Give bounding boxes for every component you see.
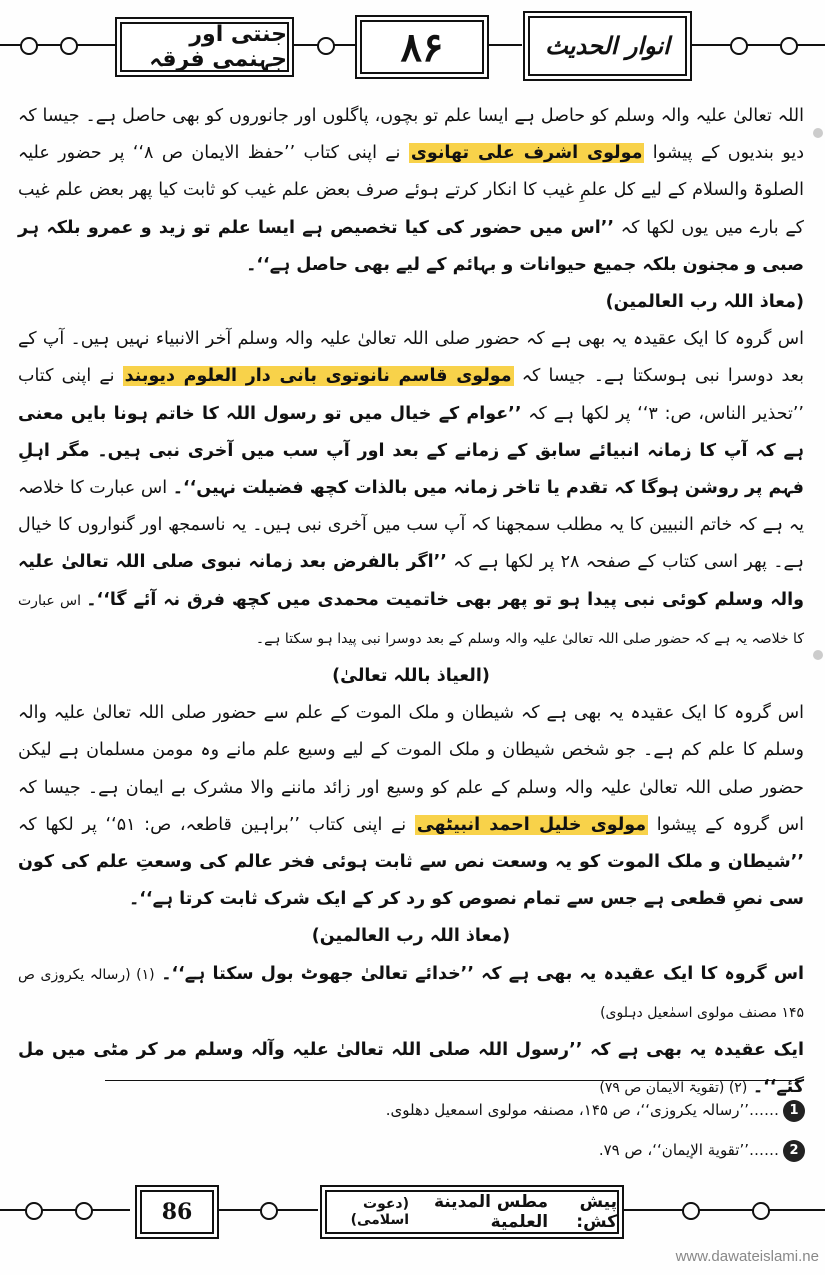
publisher-label: پیش کش: — [576, 1192, 617, 1232]
paragraph-1 — [18, 98, 804, 284]
highlight-khalil-ahmad: مولوی خلیل احمد انبیٹھی — [416, 814, 647, 835]
chapter-title: جنتی اور جہنمی فرقہ — [120, 22, 289, 72]
header-ornament-mid2 — [486, 34, 522, 56]
p2-text-post2: اس عبارت کا خلاصہ یہ ہے کہ حضور صلی اللہ تعالیٰ علیہ والہ وسلم کے بعد دوسرا نبی پیدا ہو سکتا ہے۔ — [18, 592, 804, 647]
header-ornament-left — [0, 34, 115, 56]
body-text — [18, 98, 804, 1107]
header-ornament-right — [690, 34, 825, 56]
footnote-1-text: ……’’رسالہ یکروزی‘‘، ص ۱۴۵، مصنفہ مولوی اسمعیل دهلوی. — [385, 1101, 779, 1119]
p4-text: اس گروہ کا ایک عقیدہ یہ بھی ہے کہ ’’خدائے تعالیٰ جھوٹ بول سکتا ہے‘‘۔ — [161, 963, 804, 984]
p1-text-mid: نے اپنی کتاب ’’حفظ الایمان ص ۸‘‘ پر حضور علیہ الصلوۃ والسلام کے لیے کل علمِ غیب کا انکار کرتے ہوئے صرف بعض علم غیب کو ثابت کیا پھر بعض علم غیب کے بارے میں یوں لکھا کہ — [18, 143, 804, 238]
header-page-number: ۸۶ — [360, 20, 484, 74]
p3-quote: ’’شیطان و ملک الموت کو یہ وسعت نص سے ثابت ہوئی فخر عالم کی وسعتِ علم کی کون سی نصِ قطعی ہے جس سے تمام نصوص کو رد کر کے ایک شرک ثابت کرتا ہے‘‘۔ — [18, 852, 804, 910]
p2-end: (العیاذ باللہ تعالیٰ) — [332, 666, 490, 687]
p1-quote: ’’اس میں حضور کی کیا تخصیص ہے ایسا علم تو زید و عمرو بلکہ ہر صبی و مجنون بلکہ جمیع حیوانات و بہائم کے لیے بھی حاصل ہے‘‘۔ — [18, 217, 804, 275]
footnote-2-number: 2 — [783, 1140, 805, 1162]
publisher-name: مطس المدینة العلمیة — [433, 1192, 549, 1232]
footer-ornament-mid — [218, 1199, 318, 1221]
paragraph-4 — [18, 956, 804, 1032]
highlight-qasim-nanotvi: مولوی قاسم نانوتوی بانی دار العلوم دیوبند — [124, 366, 512, 387]
margin-dot-bottom — [813, 650, 823, 660]
publisher-sub: (دعوت اسلامی) — [350, 1196, 410, 1228]
footer-ornament-right — [622, 1199, 825, 1221]
p2-text-post: اس عبارت کا خلاصہ یہ ہے کہ خاتم النبیین کا یہ مطلب سمجھنا کہ آپ سب میں آخری نبی ہیں۔ یہ ناسمجھ اور گنواروں کا خیال ہے۔ پھر اسی کتاب کے صفحہ ۲۸ پر لکھا ہے کہ — [18, 478, 804, 573]
p2-text-mid: نے اپنی کتاب ’’تحذیر الناس، ص: ۳‘‘ پر لکھا ہے کہ — [18, 366, 804, 424]
footer-page-number: 86 — [140, 1190, 214, 1234]
header-ornament-mid1 — [293, 34, 355, 56]
footer-ornament-left — [0, 1199, 130, 1221]
p3-end: (معاذ اللہ رب العالمین) — [311, 926, 511, 947]
margin-dot-top — [813, 128, 823, 138]
book-title: انوار الحدیث — [528, 16, 687, 76]
p4-ref: (۱) (رسالہ یکروزی ص ۱۴۵ مصنف مولوی اسمٰعیل دہلوی) — [18, 966, 804, 1021]
highlight-ashraf-ali: مولوی اشرف علی تھانوی — [410, 143, 643, 164]
p3-text-mid: نے اپنی کتاب ’’براہین قاطعہ، ص: ۵۱‘‘ پر لکھا کہ — [18, 814, 415, 835]
p5-ref: (۲) (تقویۃ الایمان ص ۷۹) — [599, 1080, 748, 1097]
p2-text: اس گروہ کا ایک عقیدہ یہ بھی ہے کہ حضور صلی اللہ تعالیٰ علیہ والہ وسلم آخر الانبیاء نہیں ہیں۔ آپ کے بعد دوسرا نبی ہوسکتا ہے۔ جیسا کہ — [18, 329, 804, 387]
p1-end: (معاذ اللہ رب العالمین) — [605, 292, 804, 313]
p2-quote2: ’’اگر بالفرض بعد زمانہ نبوی صلی اللہ تعالیٰ علیہ والہ وسلم کوئی نبی پیدا ہو تو پھر بھی خاتمیت محمدی میں کچھ فرق نہ آئے گا‘‘۔ — [18, 552, 804, 610]
p1-text: اللہ تعالیٰ علیہ والہ وسلم کو حاصل ہے ایسا علم تو بچوں، پاگلوں اور جانوروں کو بھی حاصل ہے۔ جیسا کہ دیو بندیوں کے پیشوا — [18, 106, 804, 164]
footnote-divider — [105, 1080, 800, 1081]
p5-text: ایک عقیدہ یہ بھی ہے کہ ’’رسول اللہ صلی اللہ تعالیٰ علیہ وآلہ وسلم مر کر مٹی میں مل گئے‘‘۔ — [18, 1040, 804, 1098]
footnote-1 — [105, 1096, 805, 1124]
publisher-box — [325, 1190, 619, 1234]
p2-quote: ’’عوام کے خیال میں تو رسول اللہ کا خاتم ہونا بایں معنی ہے کہ آپ کا زمانہ انبیائے سابق کے زمانے کے بعد اور آپ سب میں آخری نبی ہیں۔ مگر اہلِ فہم پر روشن ہوگا کہ تقدم یا تاخر زمانہ میں بالذات کچھ فضیلت نہیں‘‘۔ — [18, 403, 804, 499]
footnote-1-number: 1 — [783, 1100, 805, 1122]
website-watermark[interactable]: www.dawateislami.ne — [675, 1248, 819, 1265]
paragraph-3 — [18, 695, 804, 918]
footnote-2 — [105, 1136, 805, 1164]
paragraph-2 — [18, 321, 804, 658]
footnote-2-text: ……’’تقویة الإیمان‘‘، ص ۷۹. — [598, 1141, 779, 1159]
p3-text: اس گروہ کا ایک عقیدہ یہ بھی ہے کہ شیطان و ملک الموت کے علم سے حضور صلی اللہ تعالیٰ علیہ والہ وسلم کا علم کم ہے۔ جو شخص شیطان و ملک الموت کے لیے وسیع علم مانے وہ مومن مسلمان ہے لیکن حضور صلی اللہ تعالیٰ علیہ والہ وسلم کے علم کو وسیع اور زائد ماننے والا مشرک بے ایمان ہے۔ جیسا کہ اس گروہ کے پیشوا — [18, 703, 804, 835]
